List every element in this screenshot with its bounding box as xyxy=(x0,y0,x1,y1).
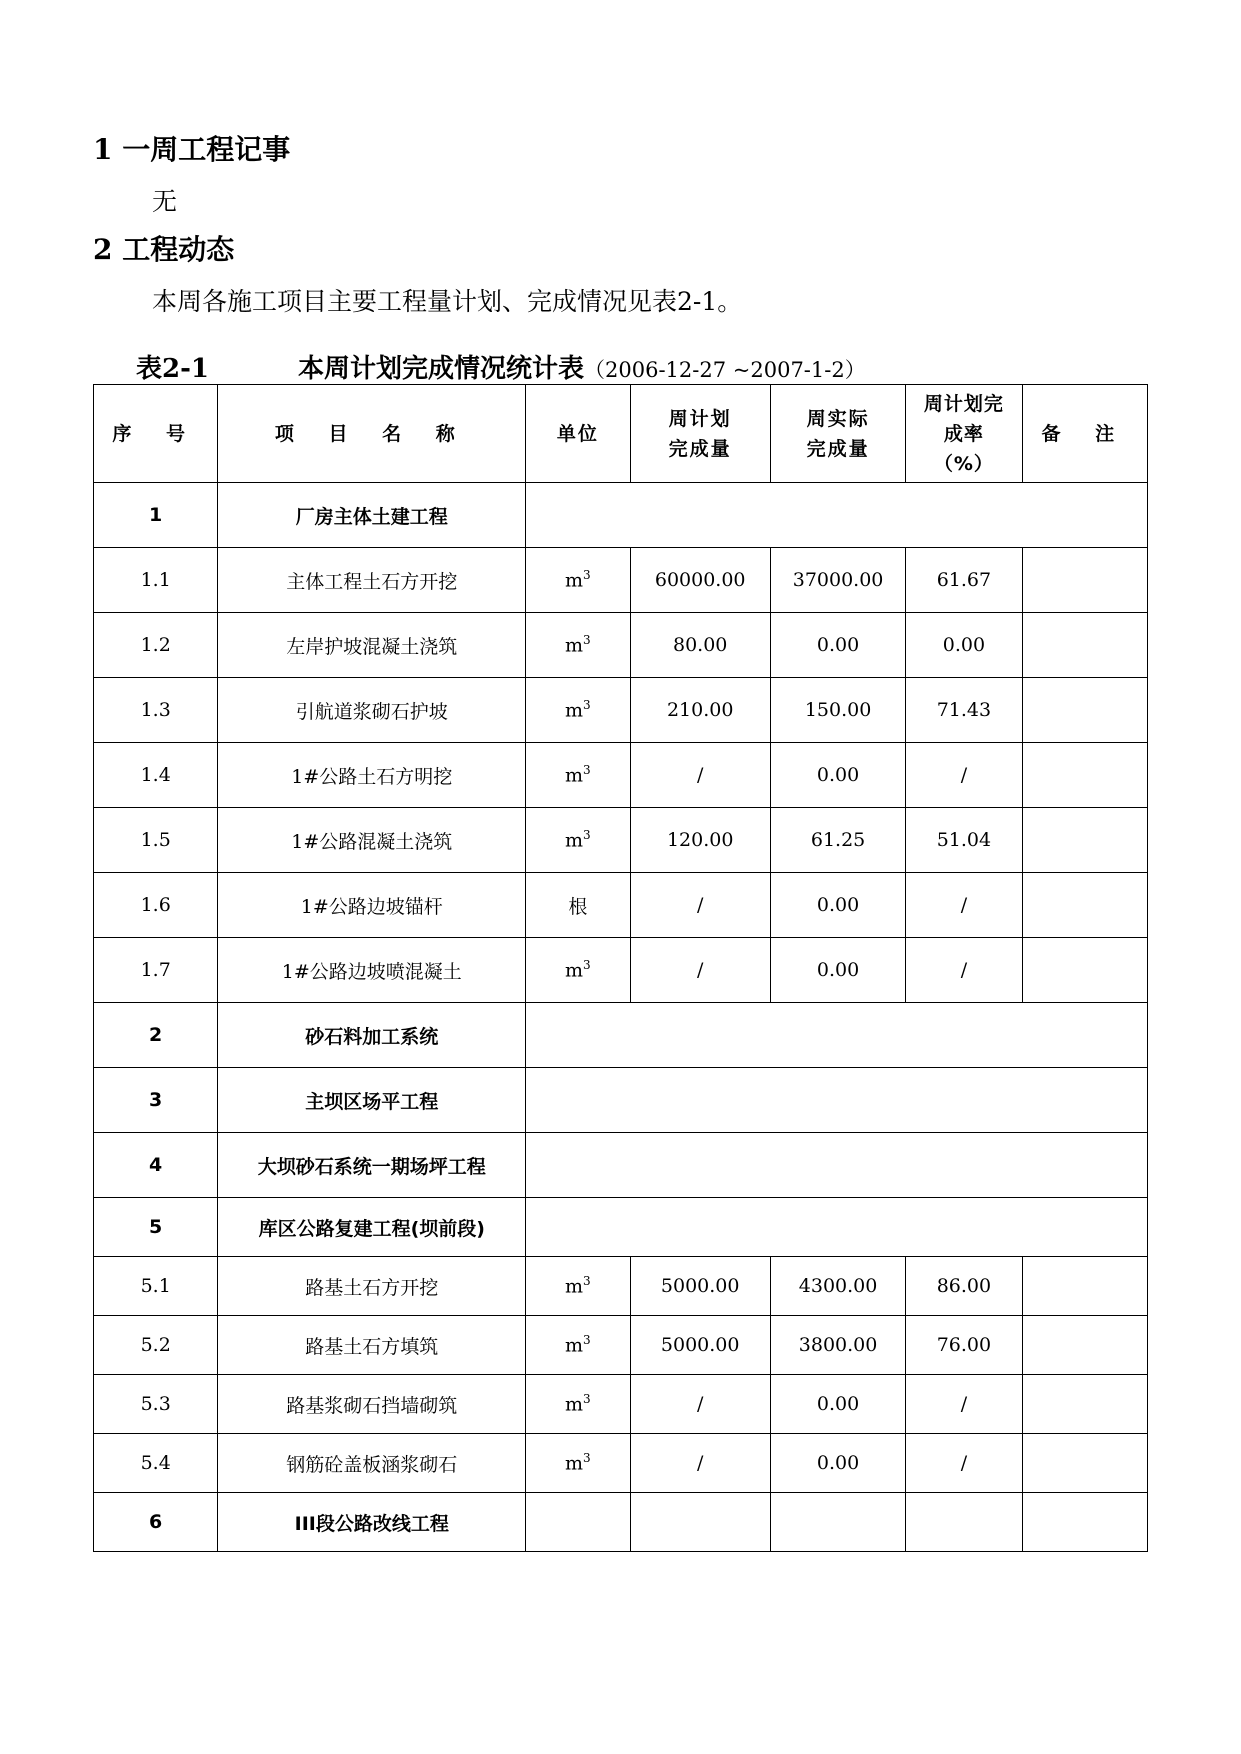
cell-rate: / xyxy=(906,743,1022,808)
cell-no: 1 xyxy=(94,483,218,548)
cell-remark xyxy=(1022,613,1147,678)
section-heading-1: 1 一周工程记事 xyxy=(93,133,291,166)
cell-rate: / xyxy=(906,1434,1022,1493)
table-date-range: （2006-12-27 ~2007-1-2） xyxy=(584,358,866,382)
cell-no: 6 xyxy=(94,1493,218,1552)
cell-actual: 0.00 xyxy=(770,613,905,678)
cell-rate: 0.00 xyxy=(906,613,1022,678)
cell-unit: $m^3$ xyxy=(526,613,630,678)
cell-no: 5.2 xyxy=(94,1316,218,1375)
cell-plan: 5000.00 xyxy=(630,1316,770,1375)
cell-rate: 76.00 xyxy=(906,1316,1022,1375)
cell-name: 钢筋砼盖板涵浆砌石 xyxy=(218,1434,526,1493)
cell-remark xyxy=(1022,548,1147,613)
cell-actual: 0.00 xyxy=(770,938,905,1003)
cell-empty xyxy=(526,1068,1148,1133)
header-remark: 备 注 xyxy=(1022,385,1147,483)
table-section-row xyxy=(94,1493,1148,1552)
table-section-row xyxy=(94,1133,1148,1198)
cell-remark xyxy=(1022,1375,1147,1434)
cell-name: 路基土石方填筑 xyxy=(218,1316,526,1375)
cell-empty xyxy=(770,1493,905,1552)
cell-no: 3 xyxy=(94,1068,218,1133)
cell-actual: 37000.00 xyxy=(770,548,905,613)
cell-unit: $m^3$ xyxy=(526,1434,630,1493)
table-number: 表2-1 xyxy=(136,354,209,384)
cell-empty xyxy=(526,1133,1148,1198)
cell-no: 5.1 xyxy=(94,1257,218,1316)
cell-actual: 61.25 xyxy=(770,808,905,873)
header-plan-label: 周计划完成量 xyxy=(668,407,732,460)
cell-unit: $m^3$ xyxy=(526,743,630,808)
cell-actual: 4300.00 xyxy=(770,1257,905,1316)
cell-remark xyxy=(1022,743,1147,808)
header-actual xyxy=(770,385,905,483)
cell-no: 2 xyxy=(94,1003,218,1068)
progress-table xyxy=(93,384,1148,1552)
cell-empty xyxy=(526,1003,1148,1068)
section-heading-2: 2 工程动态 xyxy=(93,233,235,266)
cell-plan: 5000.00 xyxy=(630,1257,770,1316)
table-section-row xyxy=(94,1003,1148,1068)
table-row xyxy=(94,548,1148,613)
table-row xyxy=(94,873,1148,938)
header-rate xyxy=(906,385,1022,483)
cell-name: 左岸护坡混凝土浇筑 xyxy=(218,613,526,678)
cell-unit: $m^3$ xyxy=(526,548,630,613)
cell-name: 1#公路混凝土浇筑 xyxy=(218,808,526,873)
cell-no: 5.4 xyxy=(94,1434,218,1493)
cell-name: 1#公路边坡锚杆 xyxy=(218,873,526,938)
cell-rate: 51.04 xyxy=(906,808,1022,873)
cell-name: 库区公路复建工程(坝前段) xyxy=(218,1198,526,1257)
cell-no: 1.3 xyxy=(94,678,218,743)
header-no: 序 号 xyxy=(94,385,218,483)
cell-plan: / xyxy=(630,1375,770,1434)
cell-name: 路基土石方开挖 xyxy=(218,1257,526,1316)
cell-name: 1#公路土石方明挖 xyxy=(218,743,526,808)
cell-plan: / xyxy=(630,743,770,808)
cell-remark xyxy=(1022,808,1147,873)
cell-no: 1.7 xyxy=(94,938,218,1003)
cell-unit: $m^3$ xyxy=(526,1257,630,1316)
cell-rate: / xyxy=(906,1375,1022,1434)
header-actual-label: 周实际完成量 xyxy=(806,407,870,460)
table-row xyxy=(94,613,1148,678)
cell-plan: 120.00 xyxy=(630,808,770,873)
table-row xyxy=(94,1257,1148,1316)
cell-empty xyxy=(906,1493,1022,1552)
table-row xyxy=(94,743,1148,808)
table-section-row xyxy=(94,1068,1148,1133)
cell-remark xyxy=(1022,1316,1147,1375)
cell-unit: $m^3$ xyxy=(526,1375,630,1434)
cell-rate: / xyxy=(906,873,1022,938)
table-title: 本周计划完成情况统计表 xyxy=(298,354,585,384)
header-unit: 单位 xyxy=(526,385,630,483)
cell-unit: $m^3$ xyxy=(526,1316,630,1375)
cell-actual: 150.00 xyxy=(770,678,905,743)
cell-remark xyxy=(1022,1257,1147,1316)
cell-unit: $m^3$ xyxy=(526,938,630,1003)
cell-name: 引航道浆砌石护坡 xyxy=(218,678,526,743)
cell-unit: 根 xyxy=(526,873,630,938)
cell-no: 5.3 xyxy=(94,1375,218,1434)
cell-actual: 0.00 xyxy=(770,743,905,808)
cell-empty xyxy=(526,1198,1148,1257)
section-text-1: 无 xyxy=(152,187,178,216)
table-row xyxy=(94,1375,1148,1434)
cell-rate: 61.67 xyxy=(906,548,1022,613)
table-row xyxy=(94,938,1148,1003)
cell-name: 路基浆砌石挡墙砌筑 xyxy=(218,1375,526,1434)
cell-remark xyxy=(1022,873,1147,938)
cell-name: 大坝砂石系统一期场坪工程 xyxy=(218,1133,526,1198)
cell-rate: / xyxy=(906,938,1022,1003)
cell-name: 砂石料加工系统 xyxy=(218,1003,526,1068)
table-section-row xyxy=(94,1198,1148,1257)
cell-plan: 210.00 xyxy=(630,678,770,743)
cell-plan: 60000.00 xyxy=(630,548,770,613)
cell-name: 厂房主体土建工程 xyxy=(218,483,526,548)
header-name: 项 目 名 称 xyxy=(218,385,526,483)
cell-actual: 0.00 xyxy=(770,873,905,938)
cell-name: 主体工程土石方开挖 xyxy=(218,548,526,613)
cell-actual: 0.00 xyxy=(770,1434,905,1493)
table-section-row xyxy=(94,483,1148,548)
header-plan xyxy=(630,385,770,483)
cell-plan: / xyxy=(630,938,770,1003)
cell-no: 1.2 xyxy=(94,613,218,678)
cell-empty xyxy=(526,483,1148,548)
cell-empty xyxy=(526,1493,630,1552)
table-row xyxy=(94,1434,1148,1493)
cell-no: 5 xyxy=(94,1198,218,1257)
table-row xyxy=(94,678,1148,743)
cell-remark xyxy=(1022,938,1147,1003)
cell-no: 1.6 xyxy=(94,873,218,938)
cell-plan: 80.00 xyxy=(630,613,770,678)
cell-rate: 86.00 xyxy=(906,1257,1022,1316)
cell-no: 1.1 xyxy=(94,548,218,613)
cell-rate: 71.43 xyxy=(906,678,1022,743)
cell-unit: $m^3$ xyxy=(526,808,630,873)
cell-empty xyxy=(630,1493,770,1552)
cell-no: 4 xyxy=(94,1133,218,1198)
section-text-2: 本周各施工项目主要工程量计划、完成情况见表2-1。 xyxy=(152,287,743,316)
header-rate-label: 周计划完成率（%） xyxy=(923,392,1004,475)
cell-no: 1.5 xyxy=(94,808,218,873)
table-caption xyxy=(136,348,866,385)
cell-actual: 3800.00 xyxy=(770,1316,905,1375)
table-header-row xyxy=(94,385,1148,483)
cell-remark xyxy=(1022,1434,1147,1493)
cell-empty xyxy=(1022,1493,1147,1552)
cell-remark xyxy=(1022,678,1147,743)
cell-name: III段公路改线工程 xyxy=(218,1493,526,1552)
cell-name: 1#公路边坡喷混凝土 xyxy=(218,938,526,1003)
table-row xyxy=(94,1316,1148,1375)
cell-plan: / xyxy=(630,1434,770,1493)
cell-name: 主坝区场平工程 xyxy=(218,1068,526,1133)
cell-plan: / xyxy=(630,873,770,938)
cell-unit: $m^3$ xyxy=(526,678,630,743)
cell-actual: 0.00 xyxy=(770,1375,905,1434)
cell-no: 1.4 xyxy=(94,743,218,808)
table-row xyxy=(94,808,1148,873)
